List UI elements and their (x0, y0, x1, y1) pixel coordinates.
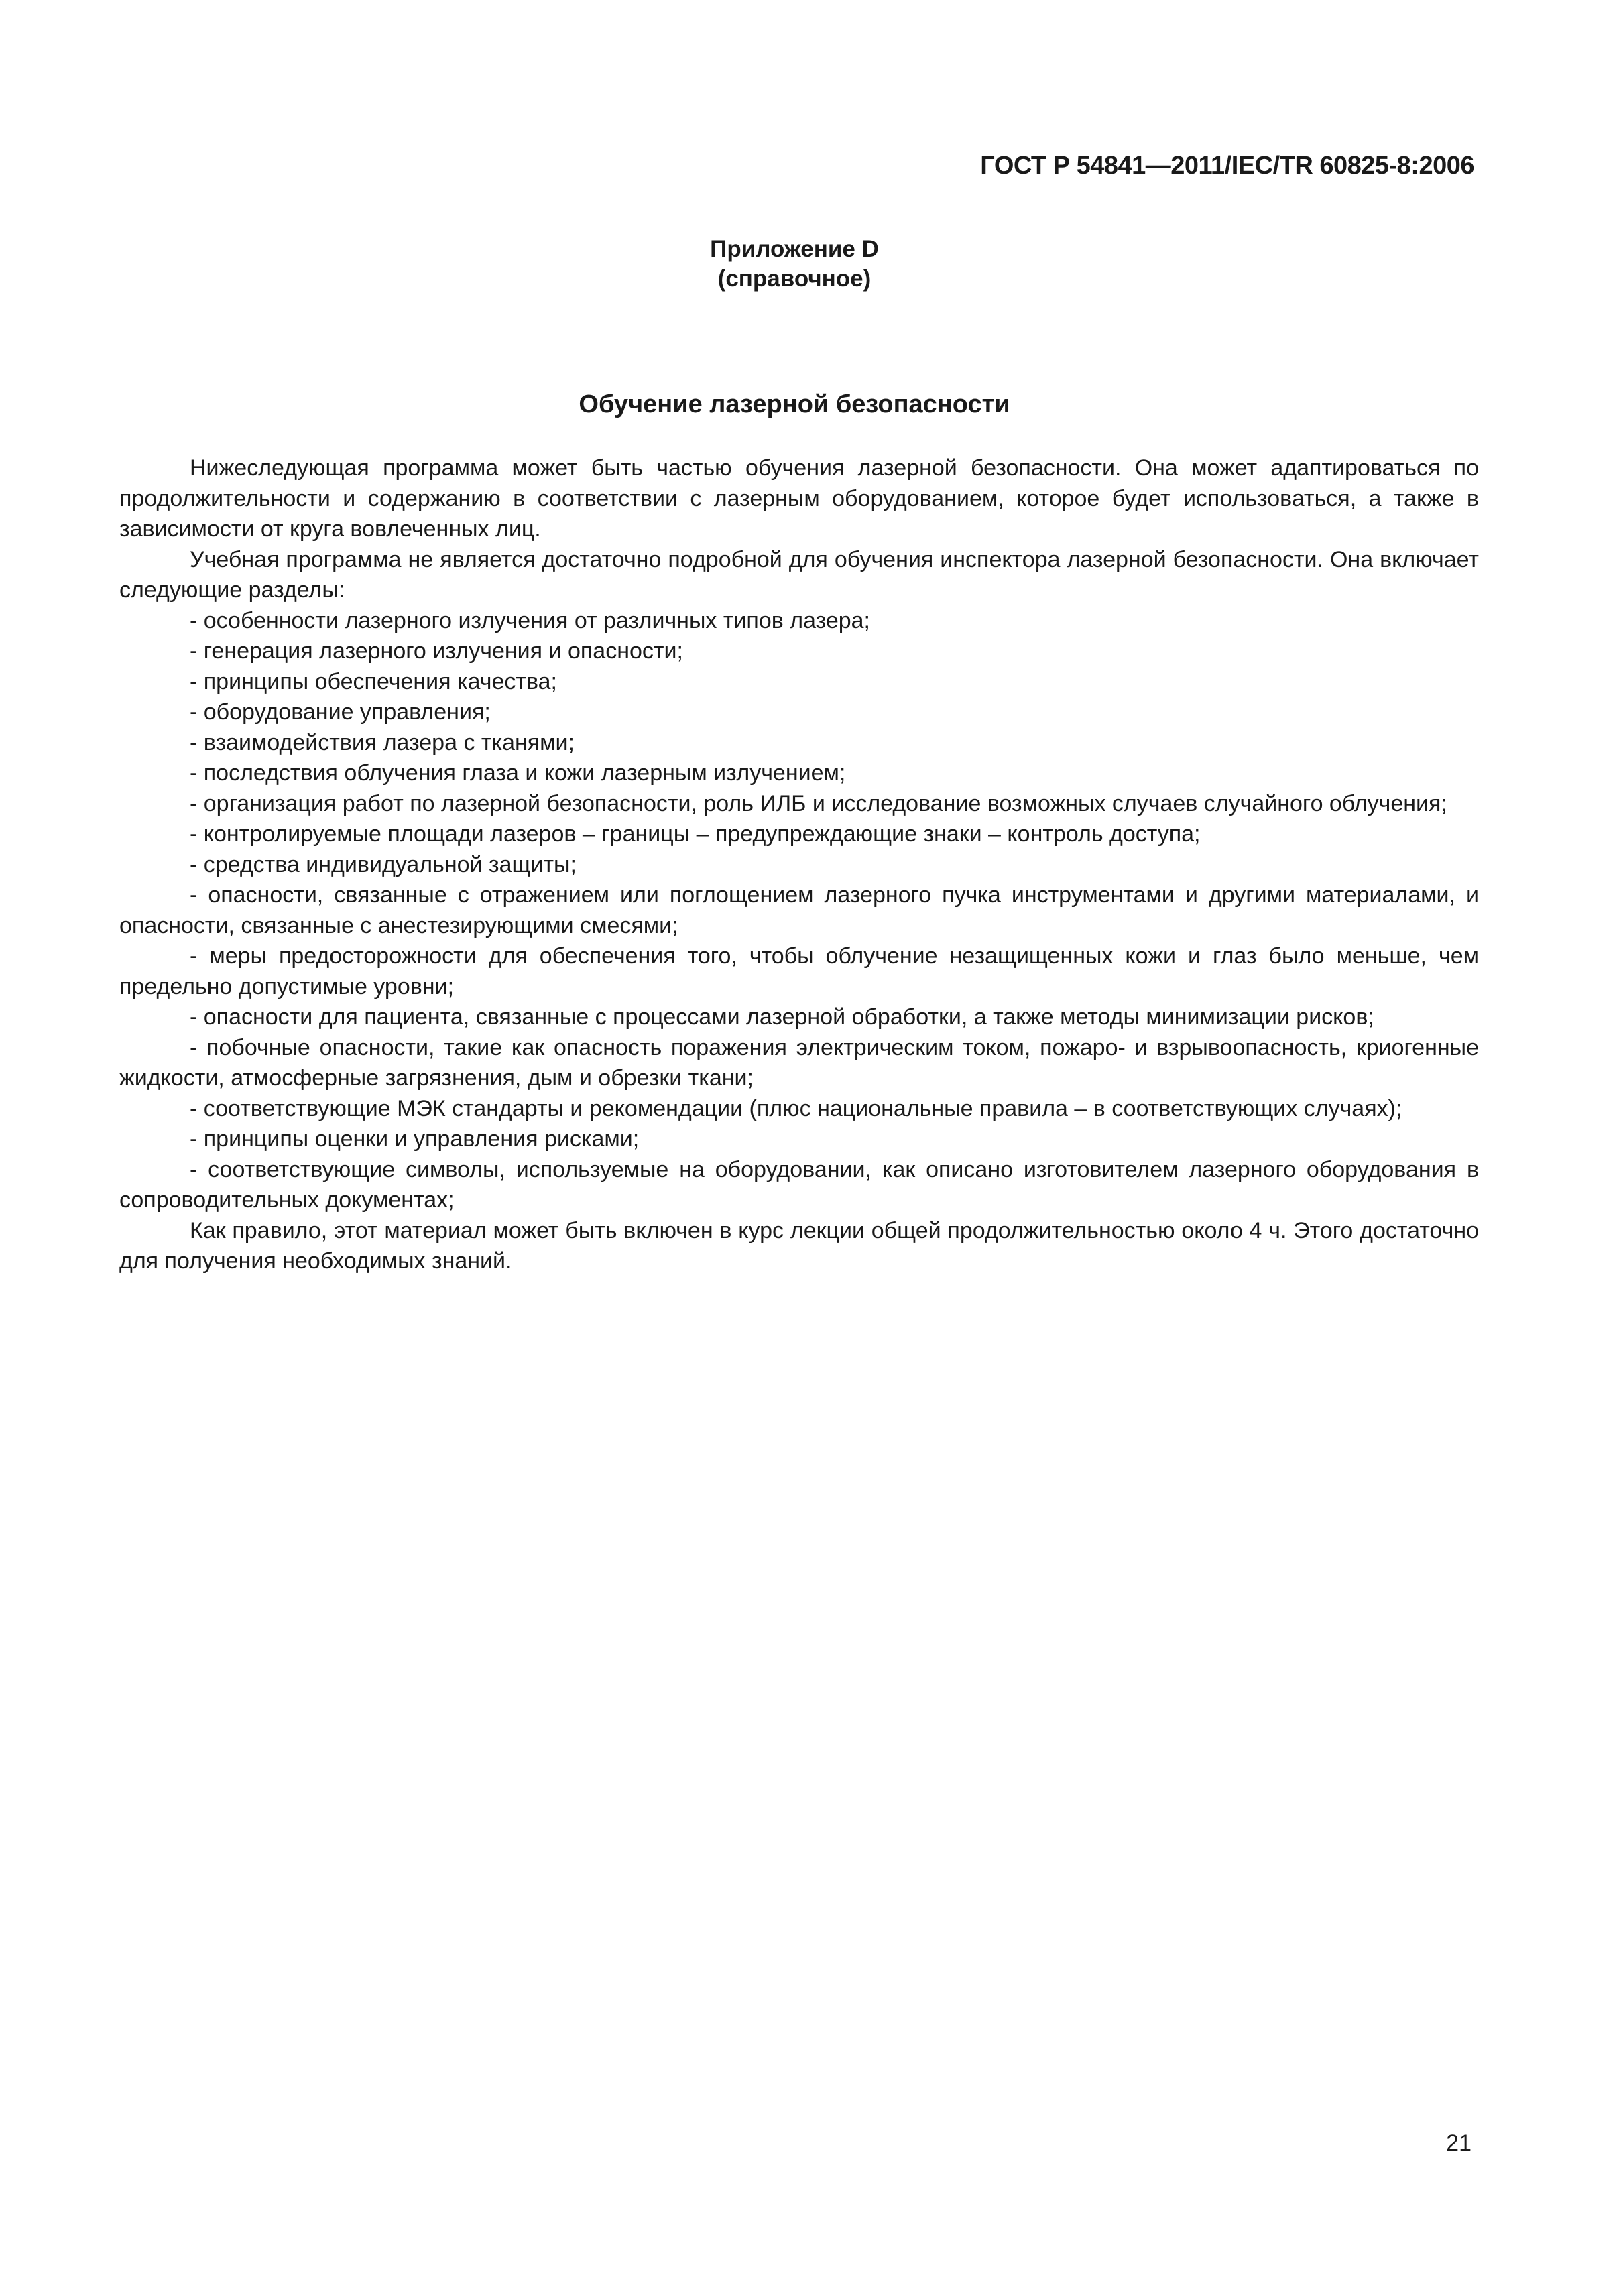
document-code: ГОСТ Р 54841—2011/IEC/TR 60825-8:2006 (980, 152, 1474, 180)
annex-heading (0, 235, 1589, 294)
section-title: Обучение лазерной безопасности (579, 390, 1010, 418)
list-item: - опасности для пациента, связанные с процессами лазерной обработки, а также методы минимизации рисков; (190, 1004, 1374, 1030)
list-item: - побочные опасности, такие как опасность поражения электрическим током, пожаро- и взрывоопасность, криогенные жидкости, атмосферные загрязнения, дым и обрезки ткани; (119, 1034, 1479, 1091)
list-item: - особенности лазерного излучения от различных типов лазера; (190, 607, 870, 633)
list-item: - контролируемые площади лазеров – границы – предупреждающие знаки – контроль доступа; (190, 821, 1201, 847)
list-item: - средства индивидуальной защиты; (190, 851, 577, 878)
list-item: - оборудование управления; (190, 699, 491, 725)
list-item: - соответствующие символы, используемые на оборудовании, как описано изготовителем лазерного оборудования в сопроводительных документах; (119, 1156, 1479, 1213)
paragraph-intro: Нижеследующая программа может быть частью обучения лазерной безопасности. Она может адаптироваться по продолжительности и содержанию в соответствии с лазерным оборудованием, которое будет использоваться, а также в зависимости от круга вовлеченных лиц. (119, 455, 1479, 542)
list-item: - генерация лазерного излучения и опасности; (190, 638, 683, 664)
paragraph-program: Учебная программа не является достаточно подробной для обучения инспектора лазерной безопасности. Она включает следующие разделы: (119, 546, 1479, 603)
page-number: 21 (1446, 2130, 1471, 2156)
list-item: - опасности, связанные с отражением или поглощением лазерного пучка инструментами и другими материалами, и опасности, связанные с анестезирующими смесями; (119, 882, 1479, 939)
list-item: - соответствующие МЭК стандарты и рекомендации (плюс национальные правила – в соответствующих случаях); (190, 1095, 1402, 1122)
list-item: - организация работ по лазерной безопасности, роль ИЛБ и исследование возможных случаев случайного облучения; (190, 790, 1447, 817)
list-item: - меры предосторожности для обеспечения того, чтобы облучение незащищенных кожи и глаз было меньше, чем предельно допустимые уровни; (119, 943, 1479, 1000)
annex-kind: (справочное) (717, 265, 871, 292)
list-item: - взаимодействия лазера с тканями; (190, 729, 575, 756)
list-item: - принципы обеспечения качества; (190, 668, 557, 694)
body-text (119, 453, 1479, 1277)
list-item: - принципы оценки и управления рисками; (190, 1126, 640, 1152)
list-item: - последствия облучения глаза и кожи лазерным излучением; (190, 760, 846, 786)
annex-label: Приложение D (710, 236, 879, 262)
paragraph-conclusion: Как правило, этот материал может быть включен в курс лекции общей продолжительностью около 4 ч. Этого достаточно для получения необходимых знаний. (119, 1217, 1479, 1274)
